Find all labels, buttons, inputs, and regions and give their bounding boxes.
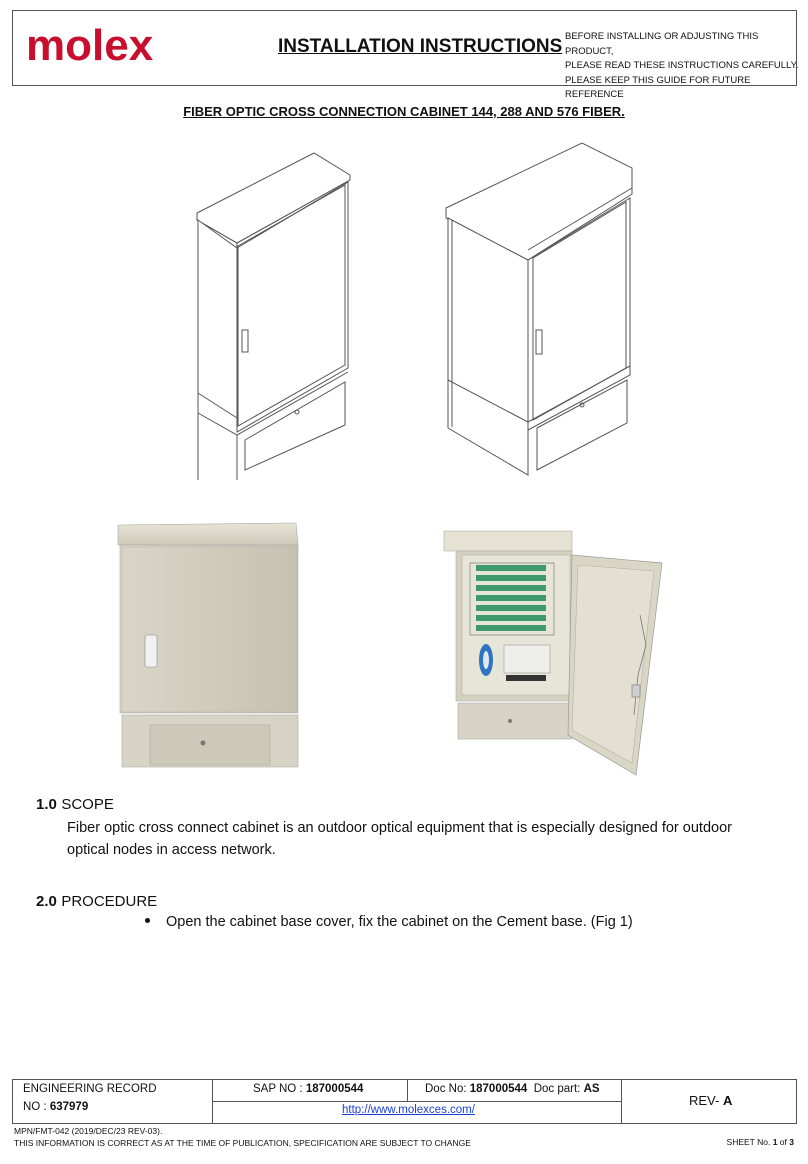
sap-no: [253, 1083, 363, 1095]
header-note-line: BEFORE INSTALLING OR ADJUSTING THIS PRODUCT,: [565, 31, 759, 57]
disclaimer: THIS INFORMATION IS CORRECT AS AT THE TIME OF PUBLICATION, SPECIFICATION ARE SUBJECT TO CHANGE: [14, 1137, 471, 1148]
section-1-body: Fiber optic cross connect cabinet is an outdoor optical equipment that is especially designed for outdoor optical nodes in access network.: [67, 820, 732, 858]
eng-no-label: NO :: [23, 1101, 47, 1113]
website-cell: [342, 1104, 475, 1116]
document-title: FIBER OPTIC CROSS CONNECTION CABINET 144, 288 AND 576 FIBER.: [183, 104, 625, 119]
form-code: MPN/FMT-042 (2019/DEC/23 REV-03).: [14, 1126, 163, 1136]
doc-part-label: Doc part:: [533, 1083, 581, 1095]
rev-value: A: [722, 1093, 733, 1108]
header-note-line: PLEASE READ THESE INSTRUCTIONS CAREFULLY.: [565, 60, 799, 71]
divider: [407, 1080, 408, 1101]
sheet-number: [727, 1137, 794, 1147]
eng-no-value: 637979: [49, 1101, 89, 1113]
cabinet-photo-open: [440, 525, 672, 780]
bullet-icon: [145, 918, 150, 923]
doc-no: [425, 1083, 600, 1095]
website-link[interactable]: http://www.molexces.com/: [342, 1104, 475, 1116]
sheet-total: 3: [789, 1137, 794, 1147]
divider: [212, 1101, 621, 1102]
rev-label: REV-: [689, 1093, 720, 1108]
section-2-heading: [36, 893, 157, 911]
sheet-of: of: [779, 1137, 787, 1147]
section-number: 2.0: [36, 893, 57, 910]
section-1-heading: [36, 796, 114, 814]
divider: [621, 1080, 622, 1123]
eng-record-no: [23, 1101, 88, 1113]
cabinet-photo-closed: [108, 515, 308, 777]
section-title: SCOPE: [61, 796, 114, 813]
sap-value: 187000544: [305, 1083, 364, 1095]
header-note-line: PLEASE KEEP THIS GUIDE FOR FUTURE REFERENCE: [565, 74, 751, 100]
procedure-bullet: [145, 914, 633, 930]
cabinet-line-drawing-left: [190, 150, 360, 480]
header-title: INSTALLATION INSTRUCTIONS: [278, 36, 563, 57]
doc-part-value: AS: [583, 1083, 600, 1095]
footer-notes: [14, 1126, 471, 1149]
molex-logo: molex: [26, 21, 154, 70]
section-title: PROCEDURE: [61, 893, 158, 910]
footer-table: [12, 1079, 797, 1124]
sheet-current: 1: [772, 1137, 778, 1147]
eng-record-label: ENGINEERING RECORD: [23, 1083, 157, 1095]
sheet-label: SHEET No.: [726, 1137, 771, 1147]
section-number: 1.0: [36, 796, 57, 813]
revision: [689, 1093, 732, 1108]
doc-no-label: Doc No:: [425, 1083, 467, 1095]
cabinet-line-drawing-right: [440, 140, 640, 480]
header-notes: [565, 30, 808, 103]
bullet-text: Open the cabinet base cover, fix the cabinet on the Cement base. (Fig 1): [166, 914, 633, 930]
sap-label: SAP NO :: [253, 1083, 303, 1095]
doc-no-value: 187000544: [469, 1083, 528, 1095]
